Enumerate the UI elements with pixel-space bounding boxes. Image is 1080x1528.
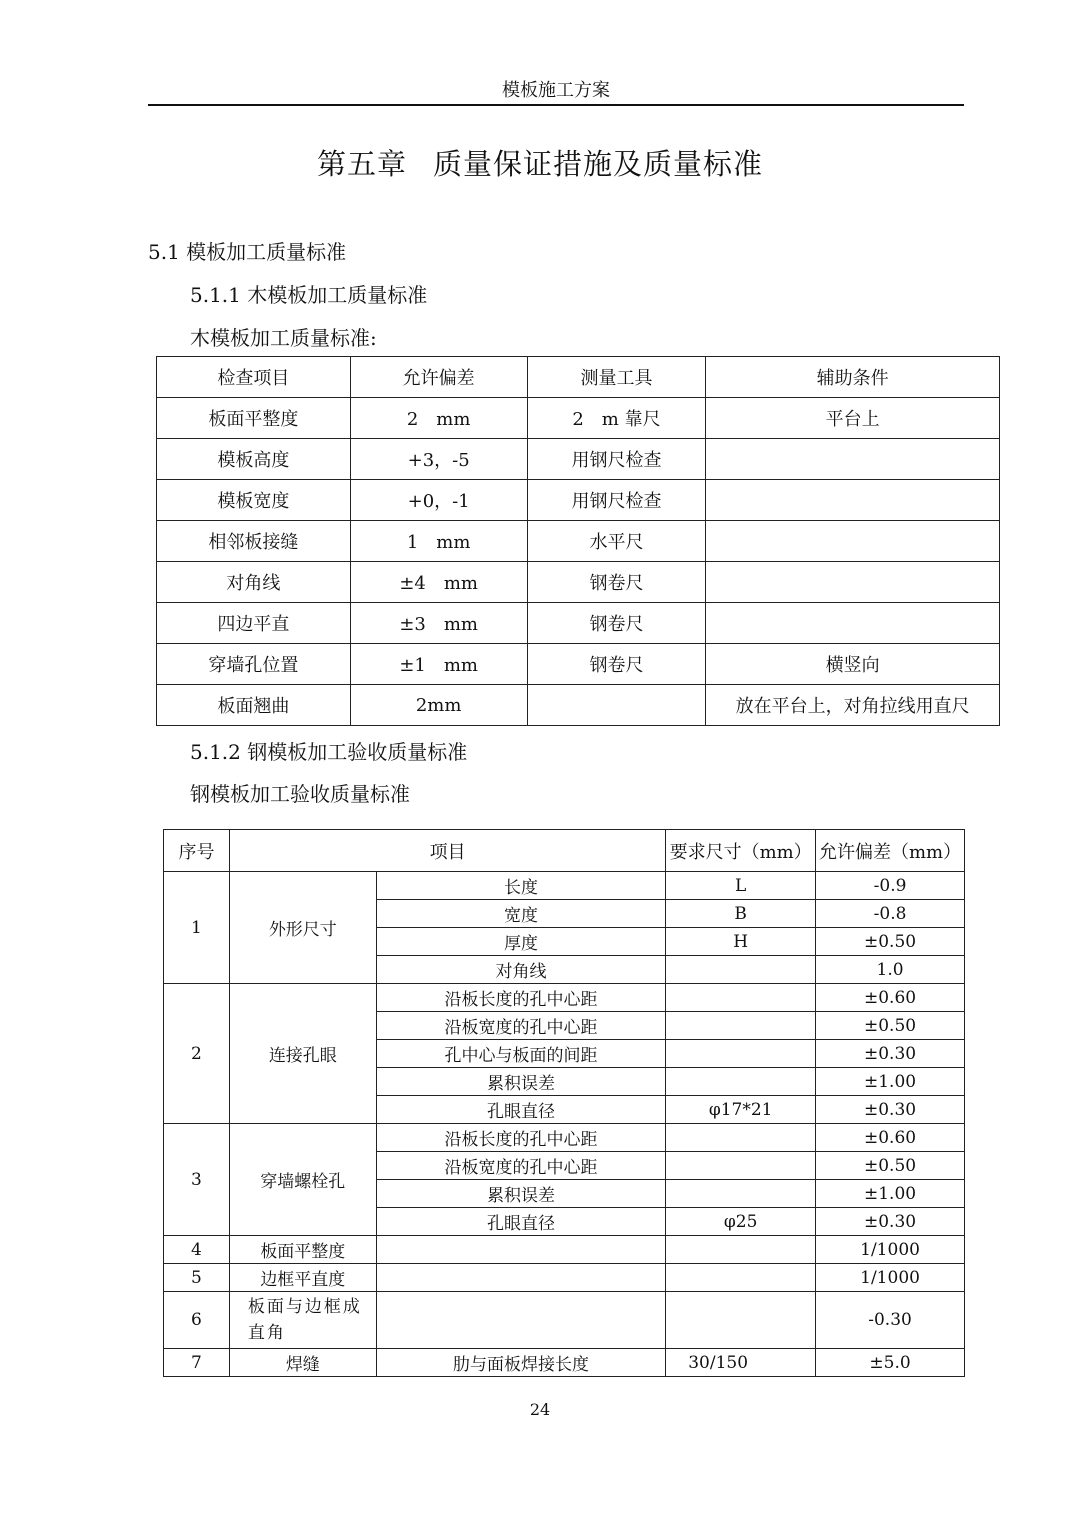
header-cell: 要求尺寸（mm） [666, 830, 816, 872]
wood-formwork-table [156, 356, 1000, 726]
sub-item-cell: 孔中心与板面的间距 [376, 1040, 666, 1068]
tolerance-cell: -0.9 [816, 872, 965, 900]
table-cell: 对角线 [157, 562, 351, 603]
tolerance-cell: ±5.0 [816, 1349, 965, 1377]
table-row [164, 1124, 965, 1152]
item-cell: 连接孔眼 [229, 984, 376, 1124]
tolerance-cell: ±1.00 [816, 1068, 965, 1096]
sub-item-cell: 孔眼直径 [376, 1096, 666, 1124]
page-number: 24 [529, 1400, 551, 1419]
table-cell [706, 439, 1000, 480]
tolerance-cell: ±0.30 [816, 1040, 965, 1068]
tolerance-cell: ±0.30 [816, 1208, 965, 1236]
table-row [164, 1264, 965, 1292]
required-size-cell [666, 984, 816, 1012]
required-size-cell [666, 1152, 816, 1180]
table-row [164, 1236, 965, 1264]
table-cell: ±4 mm [350, 562, 527, 603]
tolerance-cell: ±0.30 [816, 1096, 965, 1124]
table-header-row [157, 357, 1000, 398]
table-cell: ±1 mm [350, 644, 527, 685]
required-size-cell: φ17*21 [666, 1096, 816, 1124]
tolerance-cell: ±0.50 [816, 1152, 965, 1180]
tolerance-cell: -0.30 [816, 1292, 965, 1349]
header-cell: 辅助条件 [706, 357, 1000, 398]
table-cell: 平台上 [706, 398, 1000, 439]
section-5-1-2-heading: 5.1.2 钢模板加工验收质量标准 [190, 740, 468, 764]
tolerance-cell: ±0.60 [816, 984, 965, 1012]
table-cell [706, 562, 1000, 603]
table-cell: 水平尺 [527, 521, 706, 562]
sub-item-cell: 沿板长度的孔中心距 [376, 1124, 666, 1152]
section-5-1-heading: 5.1 模板加工质量标准 [148, 240, 347, 264]
required-size-cell [666, 1180, 816, 1208]
table-cell [527, 685, 706, 726]
table-header-row [164, 830, 965, 872]
table-row [164, 984, 965, 1012]
required-size-cell: L [666, 872, 816, 900]
table-row [157, 398, 1000, 439]
row-number-cell: 7 [164, 1349, 230, 1377]
sub-item-cell: 沿板长度的孔中心距 [376, 984, 666, 1012]
table-cell: 2 m 靠尺 [527, 398, 706, 439]
table-cell [706, 603, 1000, 644]
table-cell: 2 mm [350, 398, 527, 439]
tolerance-cell: ±0.50 [816, 1012, 965, 1040]
header-cell: 允许偏差 [350, 357, 527, 398]
sub-item-cell: 孔眼直径 [376, 1208, 666, 1236]
table-row [157, 603, 1000, 644]
sub-item-cell: 对角线 [376, 956, 666, 984]
tolerance-cell: 1/1000 [816, 1236, 965, 1264]
sub-item-cell: 累积误差 [376, 1068, 666, 1096]
sub-item-cell [376, 1292, 666, 1349]
table-cell: 模板高度 [157, 439, 351, 480]
required-size-cell: φ25 [666, 1208, 816, 1236]
sub-item-cell: 厚度 [376, 928, 666, 956]
row-number-cell: 1 [164, 872, 230, 984]
wood-table-caption: 木模板加工质量标准: [190, 326, 377, 350]
table-cell: 相邻板接缝 [157, 521, 351, 562]
chapter-title [0, 142, 1080, 183]
required-size-cell [666, 1068, 816, 1096]
table-row [157, 480, 1000, 521]
row-number-cell: 3 [164, 1124, 230, 1236]
page-header [148, 78, 964, 106]
item-cell: 穿墙螺栓孔 [229, 1124, 376, 1236]
table-row [157, 644, 1000, 685]
chapter-number: 第五章 [316, 147, 407, 181]
table-row [157, 521, 1000, 562]
table-cell: 四边平直 [157, 603, 351, 644]
row-number-cell: 6 [164, 1292, 230, 1349]
header-cell: 检查项目 [157, 357, 351, 398]
table-cell: 板面平整度 [157, 398, 351, 439]
table-row [164, 1292, 965, 1349]
item-cell: 外形尺寸 [229, 872, 376, 984]
sub-item-cell: 长度 [376, 872, 666, 900]
table-cell: 穿墙孔位置 [157, 644, 351, 685]
table-cell: 横竖向 [706, 644, 1000, 685]
tolerance-cell: ±1.00 [816, 1180, 965, 1208]
sub-item-cell [376, 1264, 666, 1292]
table-cell: +3，-5 [350, 439, 527, 480]
tolerance-cell: 1/1000 [816, 1264, 965, 1292]
sub-item-cell [376, 1236, 666, 1264]
table-cell: +0，-1 [350, 480, 527, 521]
table-cell: 板面翘曲 [157, 685, 351, 726]
table-row [164, 872, 965, 900]
item-cell: 板面与边框成直角 [229, 1292, 376, 1349]
chapter-name: 质量保证措施及质量标准 [433, 147, 764, 181]
table-cell: 2mm [350, 685, 527, 726]
table-cell: 模板宽度 [157, 480, 351, 521]
header-cell: 序号 [164, 830, 230, 872]
required-size-cell: H [666, 928, 816, 956]
table-cell: 1 mm [350, 521, 527, 562]
tolerance-cell: -0.8 [816, 900, 965, 928]
item-cell: 焊缝 [229, 1349, 376, 1377]
sub-item-cell: 沿板宽度的孔中心距 [376, 1152, 666, 1180]
steel-formwork-table [163, 829, 965, 1377]
required-size-cell [666, 1236, 816, 1264]
row-number-cell: 5 [164, 1264, 230, 1292]
header-cell: 允许偏差（mm） [816, 830, 965, 872]
header-title: 模板施工方案 [502, 80, 610, 101]
table-row [164, 1349, 965, 1377]
header-cell: 项目 [229, 830, 665, 872]
sub-item-cell: 累积误差 [376, 1180, 666, 1208]
table-cell: 钢卷尺 [527, 603, 706, 644]
row-number-cell: 4 [164, 1236, 230, 1264]
table-cell: ±3 mm [350, 603, 527, 644]
required-size-cell [666, 1292, 816, 1349]
tolerance-cell: ±0.50 [816, 928, 965, 956]
steel-table-caption: 钢模板加工验收质量标准 [190, 782, 410, 806]
sub-item-cell: 沿板宽度的孔中心距 [376, 1012, 666, 1040]
tolerance-cell: 1.0 [816, 956, 965, 984]
item-cell: 板面平整度 [229, 1236, 376, 1264]
table-cell: 钢卷尺 [527, 562, 706, 603]
required-size-cell: B [666, 900, 816, 928]
table-cell: 放在平台上，对角拉线用直尺 [706, 685, 1000, 726]
required-size-cell [666, 1012, 816, 1040]
table-cell: 用钢尺检查 [527, 480, 706, 521]
header-cell: 测量工具 [527, 357, 706, 398]
required-size-cell [666, 1124, 816, 1152]
table-cell: 钢卷尺 [527, 644, 706, 685]
section-5-1-1-heading: 5.1.1 木模板加工质量标准 [190, 283, 428, 307]
table-cell [706, 521, 1000, 562]
table-cell [706, 480, 1000, 521]
table-row [157, 685, 1000, 726]
row-number-cell: 2 [164, 984, 230, 1124]
sub-item-cell: 宽度 [376, 900, 666, 928]
item-cell: 边框平直度 [229, 1264, 376, 1292]
sub-item-cell: 肋与面板焊接长度 [376, 1349, 666, 1377]
required-size-cell [666, 1040, 816, 1068]
tolerance-cell: ±0.60 [816, 1124, 965, 1152]
required-size-cell [666, 956, 816, 984]
required-size-cell: 30/150 [666, 1349, 816, 1377]
table-row [157, 439, 1000, 480]
table-cell: 用钢尺检查 [527, 439, 706, 480]
required-size-cell [666, 1264, 816, 1292]
table-row [157, 562, 1000, 603]
